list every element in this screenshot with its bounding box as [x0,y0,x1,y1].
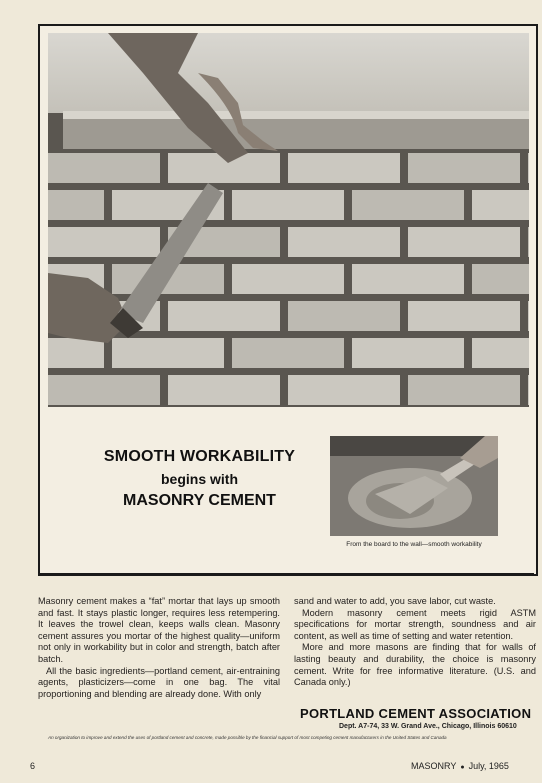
headline-line-1: SMOOTH WORKABILITY [103,448,296,465]
page-number: 6 [30,761,36,771]
sponsor-note: An organization to improve and extend the uses of portland cement and concrete, made possible by the financial support of most competing cement manufacturers in the United States and Canada [48,735,447,740]
issue-date: July, 1965 [468,761,509,771]
body-paragraph: More and more masons are finding that for walls of lasting beauty and durability, the choice is masonry cement. Write for free informative literature. (U.S. and Canada only.) [294,642,536,688]
sponsor-address: Dept. A7-74, 33 W. Grand Ave., Chicago, Illinois 60610 [339,723,517,730]
magazine-name: MASONRY [411,761,457,771]
headline [92,448,307,510]
body-paragraph: All the basic ingredients—portland cement, air-entraining agents, plasticizers—come in one bag. The vital proportioning and blending are already done. With only [38,665,280,699]
body-paragraph: sand and water to add, you save labor, cut waste. [294,596,496,606]
bullet-icon: ● [460,764,465,771]
headline-line-3: MASONRY CEMENT [123,492,276,509]
photo-caption: From the board to the wall—smooth workability [346,541,482,548]
running-footer [411,761,509,771]
brick-wall-photo [48,33,529,407]
body-paragraph: Masonry cement makes a “fat” mortar that lays up smooth and fast. It stays plastic longer, requires less retempering. It leaves the trowel clean, keeps walls clean. Masonry cement assures you mortar of the highest quality—uniform not only in workability but in color and strength, batch after batch. [38,596,280,664]
sponsor-name: PORTLAND CEMENT ASSOCIATION [300,706,532,721]
body-paragraph: Modern masonry cement meets rigid ASTM specifications for mortar strength, soundness and air content, as well as time of setting and water retention. [294,607,536,641]
headline-line-2: begins with [161,471,238,487]
mortar-board-photo [330,436,498,536]
body-column-1 [38,596,280,700]
divider-rule [38,573,534,576]
body-column-2 [294,596,536,689]
